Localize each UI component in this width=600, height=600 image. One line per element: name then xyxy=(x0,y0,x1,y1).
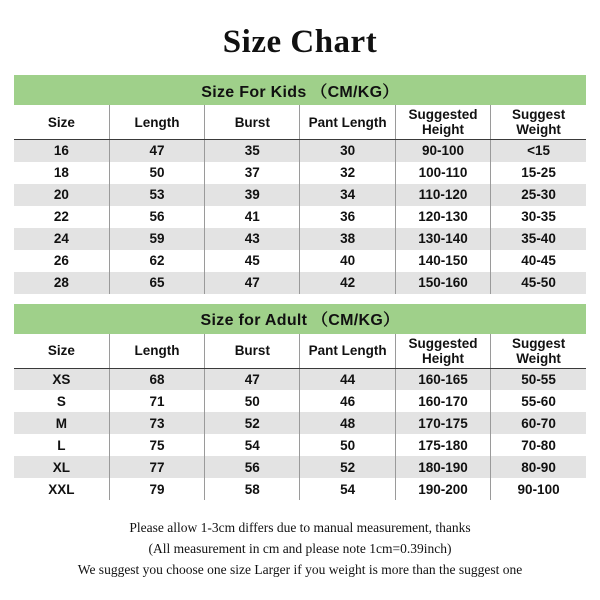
kids-col-suggested-height: Suggested Height xyxy=(395,105,490,140)
cell: 100-110 xyxy=(395,162,490,184)
cell: 77 xyxy=(109,456,204,478)
table-row xyxy=(14,140,586,162)
kids-column-header-row xyxy=(14,105,586,140)
cell: 160-170 xyxy=(395,390,490,412)
cell: 37 xyxy=(205,162,300,184)
cell: 40-45 xyxy=(491,250,586,272)
cell: S xyxy=(14,390,109,412)
cell: 90-100 xyxy=(395,140,490,162)
cell: 35 xyxy=(205,140,300,162)
cell: XS xyxy=(14,368,109,390)
kids-col-suggest-weight: Suggest Weight xyxy=(491,105,586,140)
cell: M xyxy=(14,412,109,434)
cell: 47 xyxy=(205,368,300,390)
table-row xyxy=(14,228,586,250)
adult-column-header-row xyxy=(14,334,586,369)
cell: 40 xyxy=(300,250,395,272)
cell: 45-50 xyxy=(491,272,586,294)
cell: 55-60 xyxy=(491,390,586,412)
cell: 79 xyxy=(109,478,204,500)
cell: 110-120 xyxy=(395,184,490,206)
cell: 39 xyxy=(205,184,300,206)
cell: 25-30 xyxy=(491,184,586,206)
note-line-2: (All measurement in cm and please note 1cm=0.39inch) xyxy=(148,540,452,556)
cell: 59 xyxy=(109,228,204,250)
cell: 42 xyxy=(300,272,395,294)
cell: 30 xyxy=(300,140,395,162)
kids-col-pant-length: Pant Length xyxy=(300,105,395,140)
adult-table-band: Size for Adult （CM/KG） xyxy=(14,304,586,334)
cell: 43 xyxy=(205,228,300,250)
cell: 80-90 xyxy=(491,456,586,478)
adult-col-length: Length xyxy=(109,334,204,369)
cell: 150-160 xyxy=(395,272,490,294)
cell: 130-140 xyxy=(395,228,490,250)
kids-size-table xyxy=(14,75,586,294)
cell: 47 xyxy=(109,140,204,162)
cell: 54 xyxy=(300,478,395,500)
cell: 50 xyxy=(300,434,395,456)
cell: 180-190 xyxy=(395,456,490,478)
cell: 56 xyxy=(205,456,300,478)
cell: 26 xyxy=(14,250,109,272)
cell: 24 xyxy=(14,228,109,250)
cell: 28 xyxy=(14,272,109,294)
cell: 32 xyxy=(300,162,395,184)
cell: 46 xyxy=(300,390,395,412)
cell: 90-100 xyxy=(491,478,586,500)
table-row xyxy=(14,434,586,456)
cell: 38 xyxy=(300,228,395,250)
cell: 44 xyxy=(300,368,395,390)
cell: 16 xyxy=(14,140,109,162)
table-row xyxy=(14,250,586,272)
cell: 50 xyxy=(109,162,204,184)
cell: 58 xyxy=(205,478,300,500)
cell: <15 xyxy=(491,140,586,162)
table-row xyxy=(14,390,586,412)
cell: 160-165 xyxy=(395,368,490,390)
cell: 50 xyxy=(205,390,300,412)
kids-table-band: Size For Kids （CM/KG） xyxy=(14,75,586,105)
cell: 15-25 xyxy=(491,162,586,184)
table-row xyxy=(14,478,586,500)
cell: 53 xyxy=(109,184,204,206)
table-row xyxy=(14,206,586,228)
cell: 48 xyxy=(300,412,395,434)
cell: 30-35 xyxy=(491,206,586,228)
kids-col-length: Length xyxy=(109,105,204,140)
cell: 68 xyxy=(109,368,204,390)
cell: 75 xyxy=(109,434,204,456)
cell: 45 xyxy=(205,250,300,272)
cell: 60-70 xyxy=(491,412,586,434)
cell: 52 xyxy=(205,412,300,434)
cell: 50-55 xyxy=(491,368,586,390)
cell: 41 xyxy=(205,206,300,228)
cell: 71 xyxy=(109,390,204,412)
adult-col-burst: Burst xyxy=(205,334,300,369)
notes-block xyxy=(14,518,586,581)
note-line-3: We suggest you choose one size Larger if you weight is more than the suggest one xyxy=(77,561,523,577)
cell: XL xyxy=(14,456,109,478)
cell: L xyxy=(14,434,109,456)
cell: 47 xyxy=(205,272,300,294)
page-title: Size Chart xyxy=(222,24,378,60)
cell: 190-200 xyxy=(395,478,490,500)
cell: 20 xyxy=(14,184,109,206)
cell: 120-130 xyxy=(395,206,490,228)
note-line-1: Please allow 1-3cm differs due to manual measurement, thanks xyxy=(129,520,471,535)
cell: 140-150 xyxy=(395,250,490,272)
cell: 73 xyxy=(109,412,204,434)
table-row xyxy=(14,412,586,434)
adult-col-size: Size xyxy=(14,334,109,369)
adult-size-table xyxy=(14,304,586,501)
table-row xyxy=(14,184,586,206)
cell: 175-180 xyxy=(395,434,490,456)
kids-col-burst: Burst xyxy=(205,105,300,140)
cell: 70-80 xyxy=(491,434,586,456)
cell: 170-175 xyxy=(395,412,490,434)
cell: 35-40 xyxy=(491,228,586,250)
table-row xyxy=(14,272,586,294)
cell: XXL xyxy=(14,478,109,500)
cell: 62 xyxy=(109,250,204,272)
table-row xyxy=(14,162,586,184)
cell: 18 xyxy=(14,162,109,184)
kids-col-size: Size xyxy=(14,105,109,140)
cell: 54 xyxy=(205,434,300,456)
cell: 36 xyxy=(300,206,395,228)
table-row xyxy=(14,456,586,478)
adult-col-suggested-height: Suggested Height xyxy=(395,334,490,369)
cell: 65 xyxy=(109,272,204,294)
adult-col-suggest-weight: Suggest Weight xyxy=(491,334,586,369)
cell: 56 xyxy=(109,206,204,228)
cell: 52 xyxy=(300,456,395,478)
adult-col-pant-length: Pant Length xyxy=(300,334,395,369)
cell: 34 xyxy=(300,184,395,206)
cell: 22 xyxy=(14,206,109,228)
table-row xyxy=(14,368,586,390)
